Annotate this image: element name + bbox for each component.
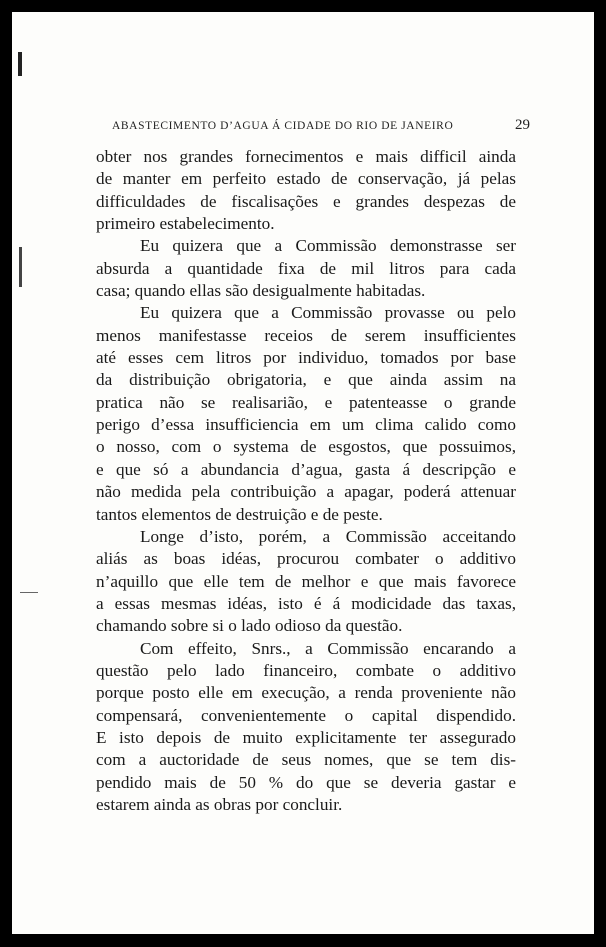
text-line: obter nos grandes fornecimentos e mais difficil ainda bbox=[96, 147, 516, 166]
paragraph bbox=[96, 526, 516, 638]
text-line: primeiro estabelecimento. bbox=[96, 214, 275, 234]
text-line: estarem ainda as obras por concluir. bbox=[96, 794, 343, 814]
text-line: n’aquillo que elle tem de melhor e que mais favorece bbox=[96, 571, 516, 591]
running-header bbox=[112, 117, 530, 134]
text-line: questão pelo lado financeiro, combate o additivo bbox=[96, 660, 516, 680]
body-text bbox=[96, 146, 516, 816]
text-line: tantos elementos de destruição e de peste. bbox=[96, 504, 383, 524]
paragraph bbox=[96, 302, 516, 525]
text-line: Eu quizera que a Commissão demonstrasse ser bbox=[140, 236, 516, 256]
text-line: compensará, convenientemente o capital dispendido. bbox=[96, 705, 516, 725]
text-line: menos manifestasse receios de serem insufficientes bbox=[96, 325, 516, 345]
text-line: perigo d’essa insufficiencia em um clima calido como bbox=[96, 415, 516, 435]
page-number: 29 bbox=[515, 117, 530, 133]
text-line: com a auctoridade de seus nomes, que se tem dis- bbox=[96, 750, 516, 770]
text-line: aliás as boas idéas, procurou combater o additivo bbox=[96, 549, 516, 569]
text-line: da distribuição obrigatoria, e que ainda assim na bbox=[96, 370, 516, 390]
paragraph bbox=[96, 638, 516, 817]
text-line: até esses cem litros por individuo, tomados por base bbox=[96, 348, 516, 368]
running-title: ABASTECIMENTO D’AGUA Á CIDADE DO RIO DE JANEIRO bbox=[112, 120, 454, 132]
scan-edge-mark bbox=[19, 247, 22, 287]
text-line: chamando sobre si o lado odioso da questão. bbox=[96, 616, 403, 636]
text-line: Com effeito, Snrs., a Commissão encarando a bbox=[140, 638, 516, 658]
text-line: pendido mais de 50 % do que se deveria gastar e bbox=[96, 772, 516, 792]
book-page bbox=[12, 12, 594, 934]
text-line: o nosso, com o systema de esgostos, que possuimos, bbox=[96, 437, 516, 457]
text-line: a essas mesmas idéas, isto é á modicidade das taxas, bbox=[96, 593, 516, 613]
text-line: Eu quizera que a Commissão provasse ou pelo bbox=[140, 303, 516, 323]
text-line: de manter em perfeito estado de conservação, já pelas bbox=[96, 169, 516, 189]
scan-edge-mark bbox=[18, 52, 22, 76]
text-line: porque posto elle em execução, a renda proveniente não bbox=[96, 683, 516, 703]
text-line: absurda a quantidade fixa de mil litros para cada bbox=[96, 258, 516, 278]
paragraph bbox=[96, 235, 516, 302]
text-line: Longe d’isto, porém, a Commissão acceitando bbox=[140, 526, 516, 546]
text-line: E isto depois de muito explicitamente ter assegurado bbox=[96, 727, 516, 747]
text-line: casa; quando ellas são desigualmente habitadas. bbox=[96, 281, 426, 301]
scan-edge-mark bbox=[20, 592, 38, 593]
text-line: não medida pela contribuição a apagar, poderá attenuar bbox=[96, 482, 516, 502]
text-line: e que só a abundancia d’agua, gasta á descripção e bbox=[96, 459, 516, 479]
text-line: difficuldades de fiscalisações e grandes despezas de bbox=[96, 191, 516, 211]
paragraph bbox=[96, 146, 516, 235]
text-line: pratica não se realisarião, e patenteasse o grande bbox=[96, 392, 516, 412]
